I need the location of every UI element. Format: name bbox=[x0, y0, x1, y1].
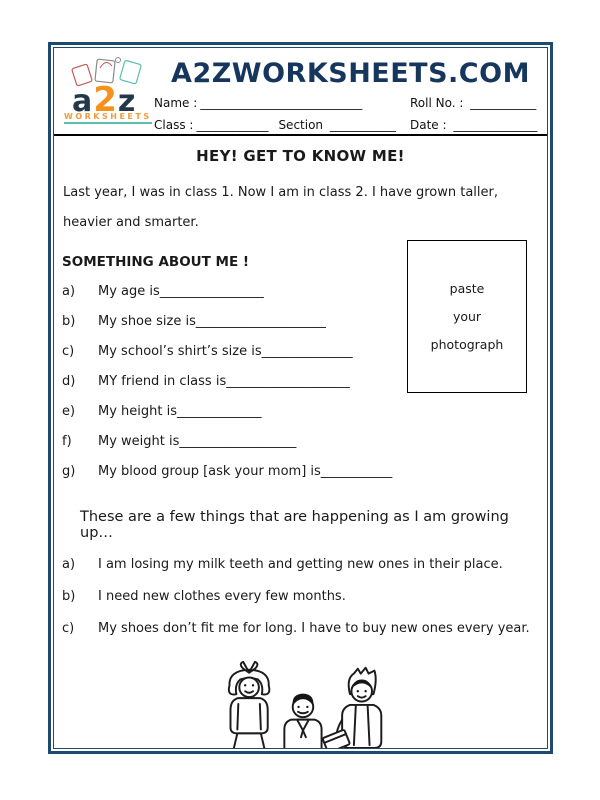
worksheet-frame bbox=[48, 42, 553, 754]
middle-boy-figure bbox=[284, 694, 321, 749]
list-item: f) My weight is __________________ bbox=[62, 434, 297, 449]
list-item: g) My blood group [ask your mom] is ___________ bbox=[62, 464, 393, 479]
photo-box-line: your bbox=[452, 309, 482, 324]
logo-wordmark: WORKSHEETS bbox=[64, 112, 152, 124]
roll-no-blank-line: ___________ bbox=[470, 96, 537, 110]
worksheet-header bbox=[54, 48, 547, 136]
roll-no-field bbox=[410, 96, 536, 110]
answer-blank-line: _____________ bbox=[177, 404, 262, 419]
site-title: A2ZWORKSHEETS.COM bbox=[171, 58, 530, 89]
answer-blank-line: ___________ bbox=[320, 464, 393, 479]
date-blank-line: ______________ bbox=[453, 118, 538, 132]
list-item: e) My height is _____________ bbox=[62, 404, 262, 419]
worksheet-title: HEY! GET TO KNOW ME! bbox=[196, 147, 405, 165]
photo-paste-box bbox=[407, 240, 527, 393]
answer-blank-line: ____________________ bbox=[195, 314, 326, 329]
class-label: Class : bbox=[154, 118, 194, 132]
list-item: a) I am losing my milk teeth and getting new ones in their place. bbox=[62, 557, 503, 572]
list-item: d) MY friend in class is ___________________ bbox=[62, 374, 350, 389]
photo-box-line: paste bbox=[449, 281, 485, 296]
growing-up-list bbox=[62, 557, 539, 653]
section-label: Section bbox=[278, 118, 324, 132]
right-boy-figure bbox=[322, 668, 381, 749]
intro-paragraph: Last year, I was in class 1. Now I am in class 2. I have grown taller, heavier and smarter. bbox=[63, 185, 498, 230]
list-item: b) I need new clothes every few months. bbox=[62, 589, 346, 604]
list-item: a) My age is ________________ bbox=[62, 284, 264, 299]
name-field bbox=[154, 96, 362, 110]
date-label: Date : bbox=[410, 118, 447, 132]
name-blank-line: ___________________________ bbox=[200, 96, 363, 110]
list-item: c) My school’s shirt’s size is ______________ bbox=[62, 344, 353, 359]
list-item: b) My shoe size is ____________________ bbox=[62, 314, 326, 329]
girl-figure bbox=[228, 662, 269, 749]
list-item: c) My shoes don’t fit me for long. I have to buy new ones every year. bbox=[62, 621, 530, 636]
class-blank-line: ____________ bbox=[196, 118, 269, 132]
growing-up-heading: These are a few things that are happening as I am growing up… bbox=[80, 509, 509, 541]
logo-a2z-text: a2z bbox=[72, 80, 137, 120]
about-me-heading: SOMETHING ABOUT ME ! bbox=[62, 254, 250, 270]
section-blank-line: ___________ bbox=[329, 118, 396, 132]
answer-blank-line: __________________ bbox=[179, 434, 297, 449]
about-me-section bbox=[62, 254, 539, 494]
answer-blank-line: ________________ bbox=[159, 284, 264, 299]
answer-blank-line: ___________________ bbox=[226, 374, 350, 389]
name-label: Name : bbox=[154, 96, 198, 110]
three-children-icon bbox=[191, 655, 411, 749]
roll-no-label: Roll No. : bbox=[410, 96, 464, 110]
answer-blank-line: ______________ bbox=[261, 344, 353, 359]
worksheet-frame-inner bbox=[53, 47, 548, 749]
date-field bbox=[410, 118, 537, 132]
children-illustration bbox=[191, 655, 411, 749]
a2z-logo bbox=[62, 60, 162, 130]
class-section-field bbox=[154, 118, 396, 132]
worksheet-body bbox=[54, 147, 547, 749]
photo-box-line: photograph bbox=[430, 337, 504, 352]
